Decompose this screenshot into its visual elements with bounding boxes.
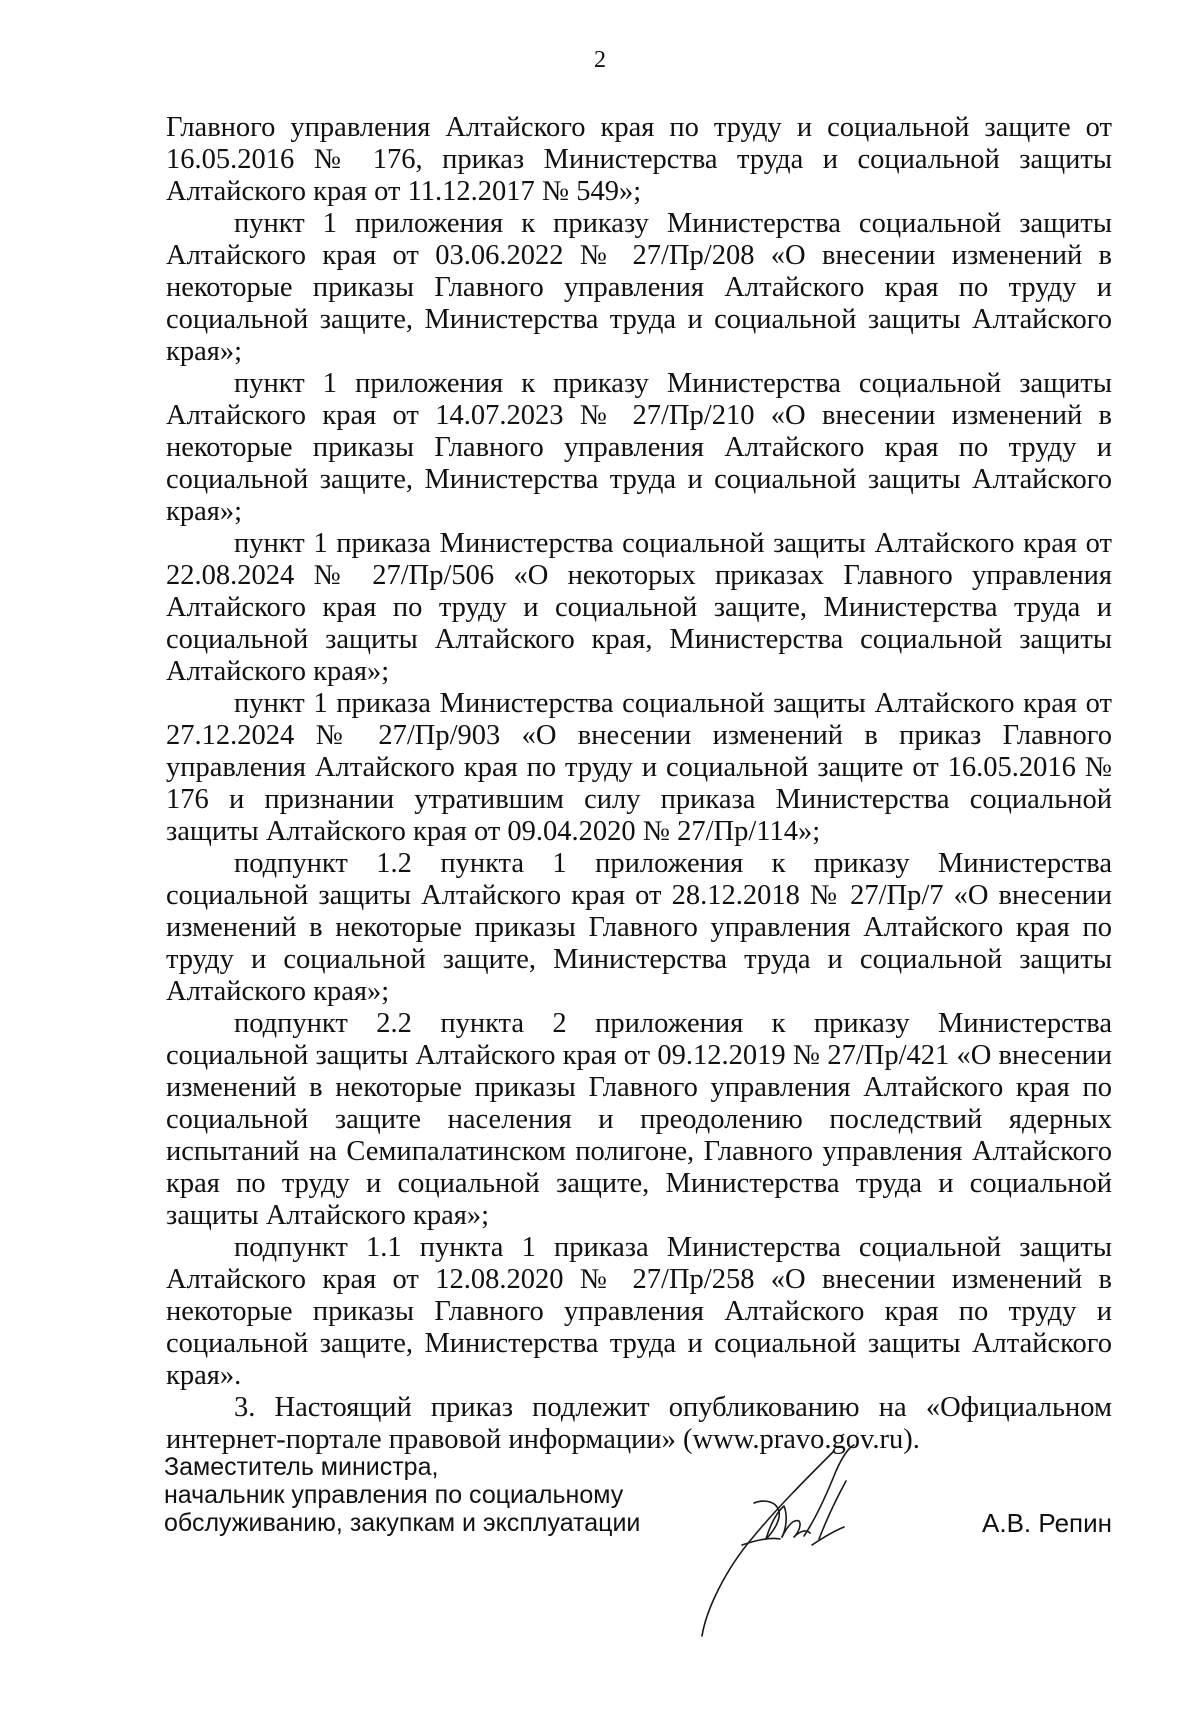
signer-position-line: начальник управления по социальному	[164, 1481, 624, 1509]
paragraph-item: пункт 1 приказа Министерства социальной защиты Алтайского края от 22.08.2024 № 27/Пр/506 «О некоторых приказах Главного управления Алтайского края по труду и социальной защите, Министерства труда и социальной защиты Алтайского края, Министерства социальной защиты Алтайского края»;	[166, 528, 1112, 687]
paragraph-item: подпункт 2.2 пункта 2 приложения к приказу Министерства социальной защиты Алтайского края от 09.12.2019 № 27/Пр/421 «О внесении изменений в некоторые приказы Главного управления Алтайского края по социальной защите населения и преодолению последствий ядерных испытаний на Семипалатинском полигоне, Главного управления Алтайского края по труду и социальной защите, Министерства труда и социальной защиты Алтайского края»;	[166, 1008, 1112, 1231]
paragraph-item: подпункт 1.1 пункта 1 приказа Министерства социальной защиты Алтайского края от 12.08.2020 № 27/Пр/258 «О внесении изменений в некоторые приказы Главного управления Алтайского края по труду и социальной защите, Министерства труда и социальной защиты Алтайского края».	[166, 1232, 1112, 1391]
signer-position-line: обслуживанию, закупкам и эксплуатации	[164, 1509, 641, 1537]
paragraph-publication-clause: 3. Настоящий приказ подлежит опубликованию на «Официальном интернет-портале правовой информации» (www.pravo.gov.ru).	[166, 1392, 1112, 1455]
signer-position	[164, 1453, 640, 1537]
paragraph-item: пункт 1 приказа Министерства социальной защиты Алтайского края от 27.12.2024 № 27/Пр/903 «О внесении изменений в приказ Главного управления Алтайского края по труду и социальной защите от 16.05.2016 № 176 и признании утратившим силу приказа Министерства социальной защиты Алтайского края от 09.04.2020 № 27/Пр/114»;	[166, 688, 1112, 847]
signature-block	[164, 1453, 1112, 1673]
page-number: 2	[594, 47, 606, 73]
handwritten-signature	[684, 1441, 884, 1641]
paragraph-item: пункт 1 приложения к приказу Министерства социальной защиты Алтайского края от 14.07.2023 № 27/Пр/210 «О внесении изменений в некоторые приказы Главного управления Алтайского края по труду и социальной защите, Министерства труда и социальной защиты Алтайского края»;	[166, 368, 1112, 527]
paragraph-item: пункт 1 приложения к приказу Министерства социальной защиты Алтайского края от 03.06.2022 № 27/Пр/208 «О внесении изменений в некоторые приказы Главного управления Алтайского края по труду и социальной защите, Министерства труда и социальной защиты Алтайского края»;	[166, 208, 1112, 367]
signer-name: А.В. Репин	[982, 1508, 1112, 1538]
paragraph-continuation: Главного управления Алтайского края по труду и социальной защите от 16.05.2016 № 176, приказ Министерства труда и социальной защиты Алтайского края от 11.12.2017 № 549»;	[166, 112, 1112, 207]
paragraph-item: подпункт 1.2 пункта 1 приложения к приказу Министерства социальной защиты Алтайского края от 28.12.2018 № 27/Пр/7 «О внесении изменений в некоторые приказы Главного управления Алтайского края по труду и социальной защите, Министерства труда и социальной защиты Алтайского края»;	[166, 848, 1112, 1007]
signer-position-line: Заместитель министра,	[164, 1453, 439, 1481]
document-body	[166, 112, 1112, 1456]
